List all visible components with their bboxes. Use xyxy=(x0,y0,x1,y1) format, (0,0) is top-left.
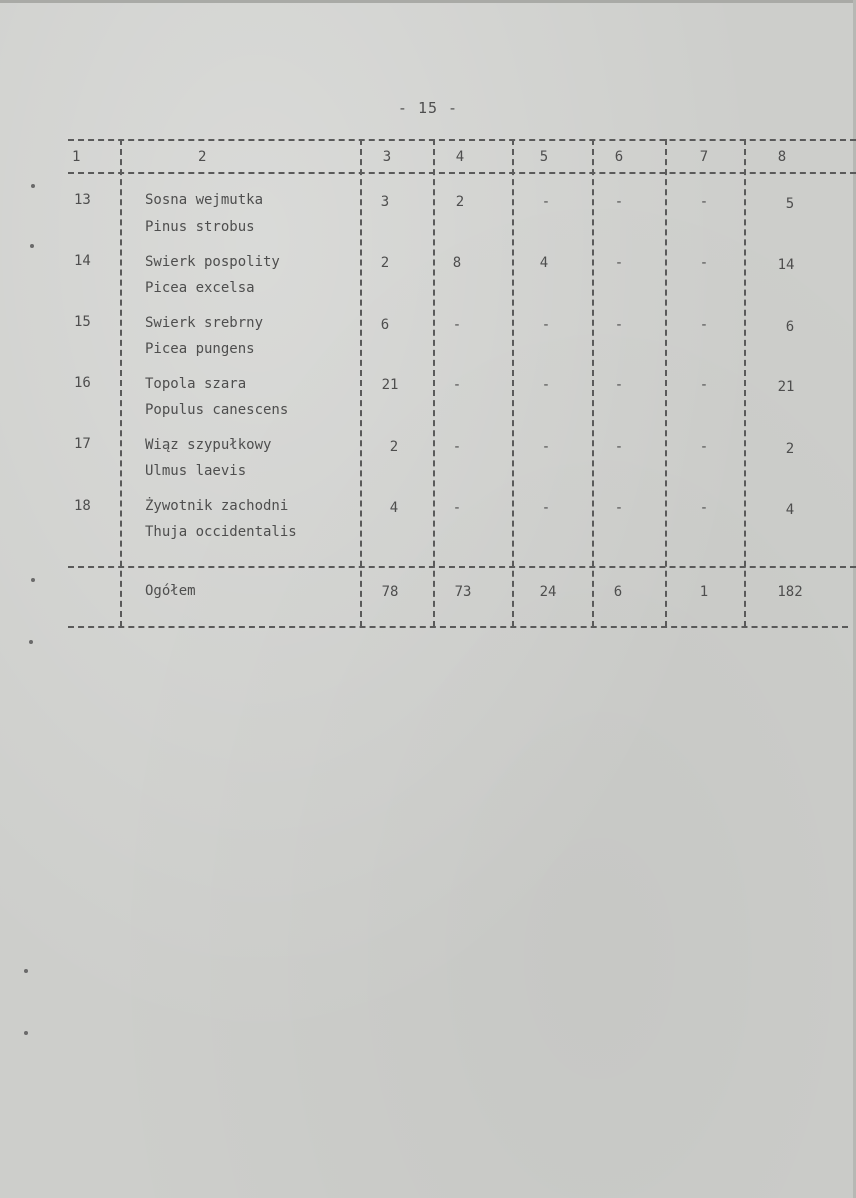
value-col-3: 21 xyxy=(381,377,399,393)
species-latin-name: Populus canescens xyxy=(145,402,289,418)
species-polish-name: Topola szara xyxy=(145,376,247,392)
species-latin-name: Picea excelsa xyxy=(145,280,255,296)
total-col-7: 1 xyxy=(699,584,709,600)
scan-speck xyxy=(29,640,33,644)
column-divider xyxy=(433,139,435,627)
scan-speck xyxy=(31,578,35,582)
scan-speck xyxy=(24,1031,28,1035)
row-number: 15 xyxy=(74,314,91,330)
row-number: 14 xyxy=(74,253,91,269)
value-col-3: 4 xyxy=(389,500,399,516)
value-col-4: - xyxy=(452,439,462,455)
value-col-4: - xyxy=(452,317,462,333)
value-col-4: - xyxy=(452,377,462,393)
species-polish-name: Żywotnik zachodni xyxy=(145,498,289,514)
column-header: 2 xyxy=(198,149,207,165)
species-latin-name: Picea pungens xyxy=(145,341,255,357)
value-col-8: 21 xyxy=(777,379,795,395)
species-polish-name: Swierk pospolity xyxy=(145,254,280,270)
species-polish-name: Swierk srebrny xyxy=(145,315,264,331)
row-number: 18 xyxy=(74,498,91,514)
value-col-8: 5 xyxy=(785,196,795,212)
species-latin-name: Thuja occidentalis xyxy=(145,524,297,540)
value-col-5: - xyxy=(541,439,551,455)
column-header: 6 xyxy=(614,149,624,165)
row-number: 13 xyxy=(74,192,91,208)
value-col-6: - xyxy=(614,500,624,516)
value-col-7: - xyxy=(699,377,709,393)
column-divider xyxy=(665,139,667,627)
header-bottom-rule xyxy=(68,172,856,174)
column-divider xyxy=(120,139,122,627)
value-col-6: - xyxy=(614,377,624,393)
column-header: 3 xyxy=(382,149,392,165)
species-polish-name: Sosna wejmutka xyxy=(145,192,264,208)
value-col-5: - xyxy=(541,377,551,393)
column-divider xyxy=(592,139,594,627)
total-col-6: 6 xyxy=(613,584,623,600)
column-header: 4 xyxy=(455,149,465,165)
total-col-4: 73 xyxy=(454,584,472,600)
value-col-3: 2 xyxy=(389,439,399,455)
column-divider xyxy=(744,139,746,627)
table-top-rule xyxy=(68,139,856,141)
value-col-3: 6 xyxy=(380,317,390,333)
value-col-8: 2 xyxy=(785,441,795,457)
column-divider xyxy=(360,139,362,627)
total-col-3: 78 xyxy=(381,584,399,600)
value-col-6: - xyxy=(614,439,624,455)
value-col-6: - xyxy=(614,194,624,210)
page-number: - 15 - xyxy=(397,99,459,117)
row-number: 16 xyxy=(74,375,91,391)
row-number: 17 xyxy=(74,436,91,452)
value-col-8: 6 xyxy=(785,319,795,335)
value-col-8: 14 xyxy=(777,257,795,273)
value-col-6: - xyxy=(614,317,624,333)
column-header: 1 xyxy=(72,149,81,165)
species-polish-name: Wiąz szypułkowy xyxy=(145,437,272,453)
value-col-8: 4 xyxy=(785,502,795,518)
value-col-5: - xyxy=(541,317,551,333)
value-col-6: - xyxy=(614,255,624,271)
total-top-rule xyxy=(68,566,856,568)
species-latin-name: Ulmus laevis xyxy=(145,463,247,479)
scan-speck xyxy=(24,969,28,973)
value-col-7: - xyxy=(699,439,709,455)
column-divider xyxy=(512,139,514,627)
value-col-5: 4 xyxy=(539,255,549,271)
value-col-5: - xyxy=(541,500,551,516)
column-header: 5 xyxy=(539,149,549,165)
value-col-4: 2 xyxy=(455,194,465,210)
column-header: 8 xyxy=(777,149,787,165)
value-col-4: 8 xyxy=(452,255,462,271)
value-col-5: - xyxy=(541,194,551,210)
value-col-4: - xyxy=(452,500,462,516)
value-col-3: 3 xyxy=(380,194,390,210)
value-col-7: - xyxy=(699,255,709,271)
page-top-edge xyxy=(0,0,856,3)
value-col-3: 2 xyxy=(380,255,390,271)
scan-speck xyxy=(30,244,34,248)
total-label: Ogółem xyxy=(145,583,196,599)
species-latin-name: Pinus strobus xyxy=(145,219,255,235)
table-bottom-rule xyxy=(68,626,848,628)
value-col-7: - xyxy=(699,194,709,210)
total-col-8: 182 xyxy=(777,584,803,600)
total-col-5: 24 xyxy=(539,584,557,600)
scan-speck xyxy=(31,184,35,188)
value-col-7: - xyxy=(699,317,709,333)
column-header: 7 xyxy=(699,149,709,165)
value-col-7: - xyxy=(699,500,709,516)
